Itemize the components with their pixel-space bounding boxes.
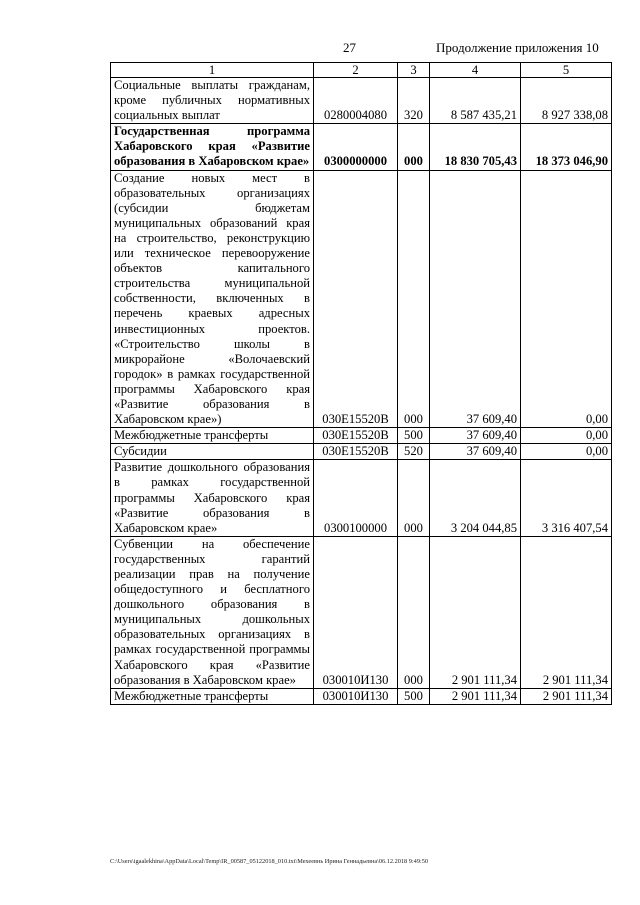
row-vr: 000 <box>398 536 430 688</box>
column-header: 3 <box>398 63 430 78</box>
table-row <box>111 428 612 444</box>
row-name: Субсидии <box>111 444 314 460</box>
table-row <box>111 170 612 428</box>
row-name: Межбюджетные трансферты <box>111 428 314 444</box>
row-sum-2019: 0,00 <box>521 428 612 444</box>
row-code: 0300000000 <box>314 124 398 170</box>
row-name: Развитие дошкольного образования в рамках государственной программы Хабаровского края «Развитие образования в Хабаровском крае» <box>111 460 314 536</box>
row-sum-2018: 37 609,40 <box>430 444 521 460</box>
row-sum-2018: 2 901 111,34 <box>430 688 521 704</box>
row-sum-2018: 37 609,40 <box>430 170 521 428</box>
row-code: 030E15520B <box>314 170 398 428</box>
table-row <box>111 460 612 536</box>
row-code: 030E15520B <box>314 428 398 444</box>
row-sum-2019: 2 901 111,34 <box>521 536 612 688</box>
row-code: 030010И130 <box>314 536 398 688</box>
row-vr: 000 <box>398 460 430 536</box>
row-sum-2019: 2 901 111,34 <box>521 688 612 704</box>
row-code: 030010И130 <box>314 688 398 704</box>
appendix-label: Продолжение приложения 10 <box>436 40 599 55</box>
row-sum-2019: 3 316 407,54 <box>521 460 612 536</box>
table-body <box>111 78 612 705</box>
row-vr: 520 <box>398 444 430 460</box>
row-sum-2019: 0,00 <box>521 444 612 460</box>
row-sum-2018: 37 609,40 <box>430 428 521 444</box>
table-row <box>111 78 612 124</box>
column-number-row <box>111 63 612 78</box>
row-sum-2018: 8 587 435,21 <box>430 78 521 124</box>
row-sum-2018: 18 830 705,43 <box>430 124 521 170</box>
row-code: 030E15520B <box>314 444 398 460</box>
row-name: Государственная программа Хабаровского края «Развитие образования в Хабаровском крае» <box>111 124 314 170</box>
column-header: 4 <box>430 63 521 78</box>
row-sum-2019: 8 927 338,08 <box>521 78 612 124</box>
column-header: 5 <box>521 63 612 78</box>
row-name: Социальные выплаты гражданам, кроме публичных нормативных социальных выплат <box>111 78 314 124</box>
row-sum-2018: 2 901 111,34 <box>430 536 521 688</box>
row-code: 0300100000 <box>314 460 398 536</box>
table-row <box>111 688 612 704</box>
page-number: 27 <box>343 40 356 55</box>
row-name: Создание новых мест в образовательных организациях (субсидии бюджетам муниципальных образований края на строительство, реконструкцию или техническое перевооружение объектов капитального строительства муниципальной собственности, включенных в перечень краевых адресных инвестиционных проектов. «Строительство школы в микрорайоне «Волочаевский городок» в рамках государственной программы Хабаровского края «Развитие образования в Хабаровском крае») <box>111 170 314 428</box>
row-code: 0280004080 <box>314 78 398 124</box>
table-row <box>111 536 612 688</box>
table-row <box>111 124 612 170</box>
table-row <box>111 444 612 460</box>
row-vr: 500 <box>398 428 430 444</box>
row-sum-2018: 3 204 044,85 <box>430 460 521 536</box>
column-header: 1 <box>111 63 314 78</box>
row-name: Межбюджетные трансферты <box>111 688 314 704</box>
row-sum-2019: 0,00 <box>521 170 612 428</box>
row-vr: 500 <box>398 688 430 704</box>
budget-table <box>110 62 612 705</box>
row-vr: 320 <box>398 78 430 124</box>
row-sum-2019: 18 373 046,90 <box>521 124 612 170</box>
row-vr: 000 <box>398 170 430 428</box>
column-header: 2 <box>314 63 398 78</box>
row-vr: 000 <box>398 124 430 170</box>
file-path-footer: C:\Users\igaalekhina\AppData\Local\Temp\IR_00587_05122018_010.txt\Мехеевнь Ирина Геннадьевна\06.12.2018 9:49:50 <box>110 858 429 865</box>
row-name: Субвенции на обеспечение государственных гарантий реализации прав на получение общедоступного и бесплатного дошкольного образования в муниципальных дошкольных образовательных организациях в рамках государственной программы Хабаровского края «Развитие образования в Хабаровском крае» <box>111 536 314 688</box>
